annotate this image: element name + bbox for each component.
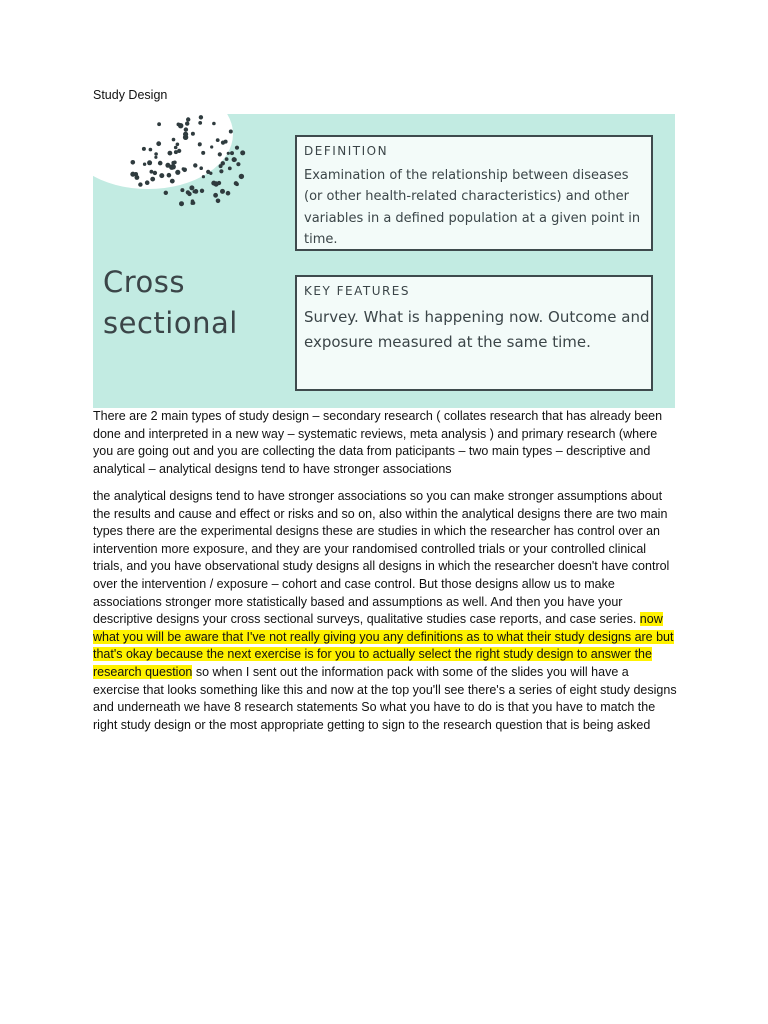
paragraph-main [93, 488, 677, 734]
slide-title: Cross sectional [103, 265, 238, 340]
page-heading: Study Design [93, 88, 168, 102]
slide-image [93, 114, 675, 408]
highlighted-text: now what you will be aware that I've not really giving you any definitions as to what their study designs are but that's okay because the next exercise is for you to actually select the right study design to answer the research question [93, 612, 674, 679]
key-features-card [295, 275, 653, 391]
definition-card [295, 135, 653, 251]
key-features-text: Survey. What is happening now. Outcome and exposure measured at the same time. [304, 308, 650, 351]
paragraph-intro: There are 2 main types of study design – secondary research ( collates research that has already been done and interpreted in a new way – systematic reviews, meta analysis ) and primary research (where you are going out and you are collecting the data from paticipants – two main types – descriptive and analytical – analytical designs tend to have stronger associations [93, 409, 663, 476]
paragraph-main-text: the analytical designs tend to have stronger associations so you can make stronger assumptions about the results and cause and effect or risks and so on, also within the analytical designs there are two main types there are the experimental designs these are studies in which the researcher has control over an intervention more exposure, and they are your randomised controlled trials or your controlled clinical trials, and you have observational study designs all designs in which the researcher doesn't have control over the intervention / exposure – cohort and case control. But those designs allow us to make associations stronger more statistically based and assumptions as well. And then you have your descriptive designs your cross sectional surveys, qualitative studies case reports, and case series. [93, 489, 670, 627]
paragraph-main-text-end: so when I sent out the information pack with some of the slides you will have a exercise that looks something like this and now at the top you'll see there's a series of eight study designs and underneath we have 8 research statements So what you have to do is that you have to match the right study design or the most appropriate getting to sign to the research question that is being asked [93, 664, 677, 732]
definition-text: Examination of the relationship between diseases (or other health-related characteristics) and other variables in a defined population at a given point in time. [304, 168, 641, 247]
definition-label: DEFINITION [304, 144, 389, 158]
key-features-label: KEY FEATURES [304, 284, 411, 298]
